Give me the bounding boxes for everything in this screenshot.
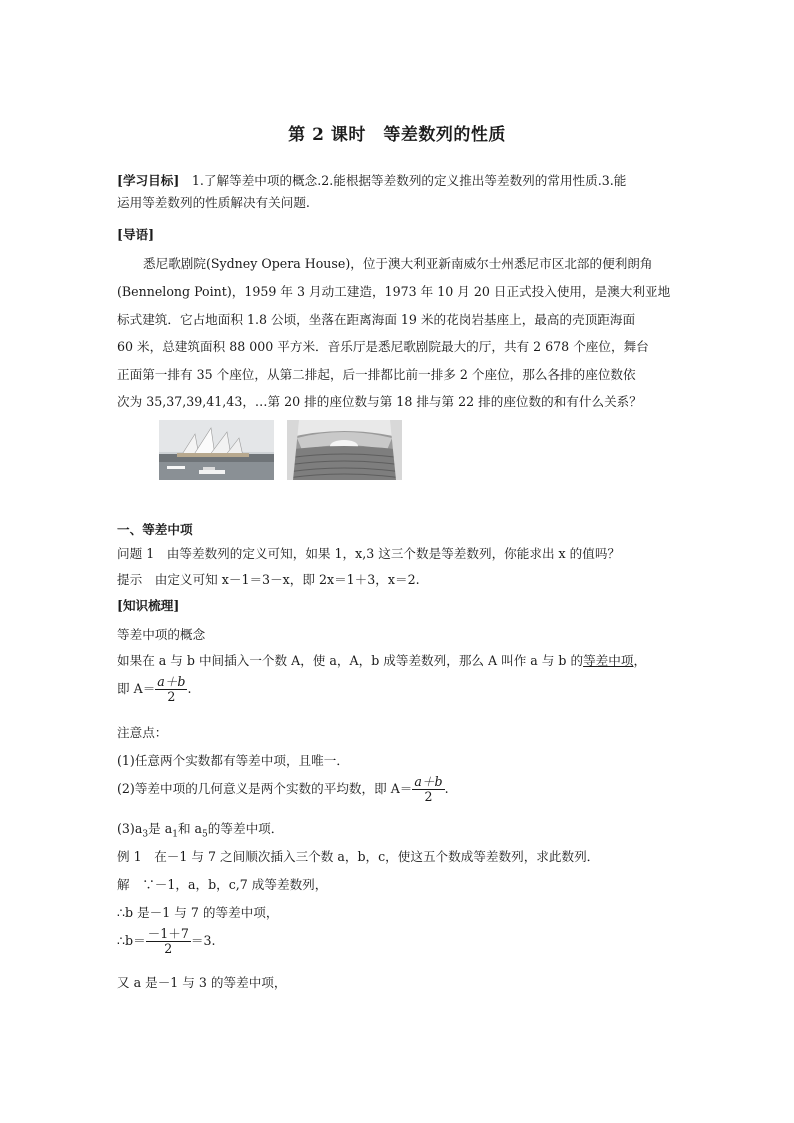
- example-1: 例 1 在－1 与 7 之间顺次插入三个数 a，b，c，使这五个数成等差数列，求此数列．: [117, 849, 600, 864]
- concept-title: 等差中项的概念: [117, 627, 206, 642]
- intro-line-5: 正面第一排有 35 个座位，从第二排起，后一排都比前一排多 2 个座位，那么各排的座位数依: [117, 367, 636, 382]
- note-3: [117, 818, 677, 846]
- note-3-a: (3)a: [117, 821, 143, 836]
- note-3-b: 是 a: [148, 821, 173, 836]
- solution-3-denominator: 2: [164, 941, 173, 956]
- objectives-label: [学习目标]: [117, 173, 180, 188]
- objectives-line-1: 1.了解等差中项的概念.2.能根据等差数列的定义推出等差数列的常用性质.3.能: [179, 173, 627, 188]
- definition-end: ，: [633, 653, 647, 668]
- note-3-sub-3: 5: [202, 829, 208, 840]
- solution-line-2: ∴b 是－1 与 7 的等差中项，: [117, 905, 279, 920]
- notes-label: 注意点：: [117, 725, 168, 740]
- page-title: 第 2 课时 等差数列的性质: [288, 125, 506, 145]
- photo-strip: [159, 420, 402, 480]
- note-3-d: 的等差中项．: [207, 821, 284, 836]
- definition-term: 等差中项: [583, 653, 634, 668]
- concert-hall-interior-photo: [287, 420, 402, 480]
- note-2-denominator: 2: [424, 789, 433, 804]
- opera-house-exterior-photo: [159, 420, 274, 480]
- objectives-line-2: 运用等差数列的性质解决有关问题.: [117, 195, 310, 211]
- solution-3-fraction: [146, 927, 191, 956]
- definition-line: [117, 650, 677, 672]
- note-1: (1)任意两个实数都有等差中项，且唯一．: [117, 753, 349, 768]
- formula-denominator: 2: [167, 689, 176, 704]
- learning-objectives: [117, 170, 677, 215]
- solution-line-1: 解 ∵－1，a，b，c,7 成等差数列，: [117, 877, 328, 892]
- intro-label: [导语]: [117, 227, 155, 242]
- solution-line-3: [117, 926, 677, 956]
- note-2-prefix: (2)等差中项的几何意义是两个实数的平均数，即 A＝: [117, 781, 413, 796]
- note-2-numerator: a＋b: [414, 774, 443, 789]
- intro-line-2: (Bennelong Point)，1959 年 3 月动工建造，1973 年 10 月 20 日正式投入使用，是澳大利亚地: [117, 284, 671, 299]
- note-3-sub-2: 1: [172, 829, 178, 840]
- formula-prefix: 即 A＝: [117, 681, 156, 696]
- section-heading: 一、等差中项: [117, 522, 193, 537]
- formula-suffix: .: [187, 681, 192, 696]
- note-3-c: 和 a: [177, 821, 203, 836]
- formula-numerator: a＋b: [157, 674, 186, 689]
- solution-3-numerator: －1＋7: [147, 926, 189, 941]
- intro-line-1: 悉尼歌剧院(Sydney Opera House)，位于澳大利亚新南威尔士州悉尼市区北部的便利朗角: [143, 256, 653, 271]
- solution-line-4: 又 a 是－1 与 3 的等差中项，: [117, 975, 287, 990]
- note-3-sub-1: 3: [142, 829, 149, 840]
- formula-line: [117, 674, 677, 704]
- note-2: [117, 774, 677, 804]
- solution-3-prefix: ∴b＝: [117, 933, 146, 948]
- solution-3-suffix: ＝3.: [190, 933, 216, 948]
- formula-fraction: [155, 675, 187, 704]
- definition-text: 如果在 a 与 b 中间插入一个数 A，使 a，A，b 成等差数列，那么 A 叫作 a 与 b 的: [117, 653, 584, 668]
- hint-text: 提示 由定义可知 x－1＝3－x，即 2x＝1＋3，x＝2.: [117, 572, 420, 587]
- note-2-fraction: [412, 775, 444, 804]
- note-2-suffix: .: [444, 781, 449, 796]
- intro-line-4: 60 米，总建筑面积 88 000 平方米．音乐厅是悉尼歌剧院最大的厅，共有 2 678 个座位，舞台: [117, 339, 649, 354]
- question-1: 问题 1 由等差数列的定义可知，如果 1，x,3 这三个数是等差数列，你能求出 x 的值吗？: [117, 546, 621, 561]
- intro-line-3: 标式建筑．它占地面积 1.8 公顷，坐落在距离海面 19 米的花岗岩基座上，最高的壳顶距海面: [117, 312, 636, 327]
- knowledge-label: [知识梳理]: [117, 598, 180, 613]
- intro-line-6: 次为 35,37,39,41,43，…第 20 排的座位数与第 18 排与第 22 排的座位数的和有什么关系？: [117, 394, 642, 409]
